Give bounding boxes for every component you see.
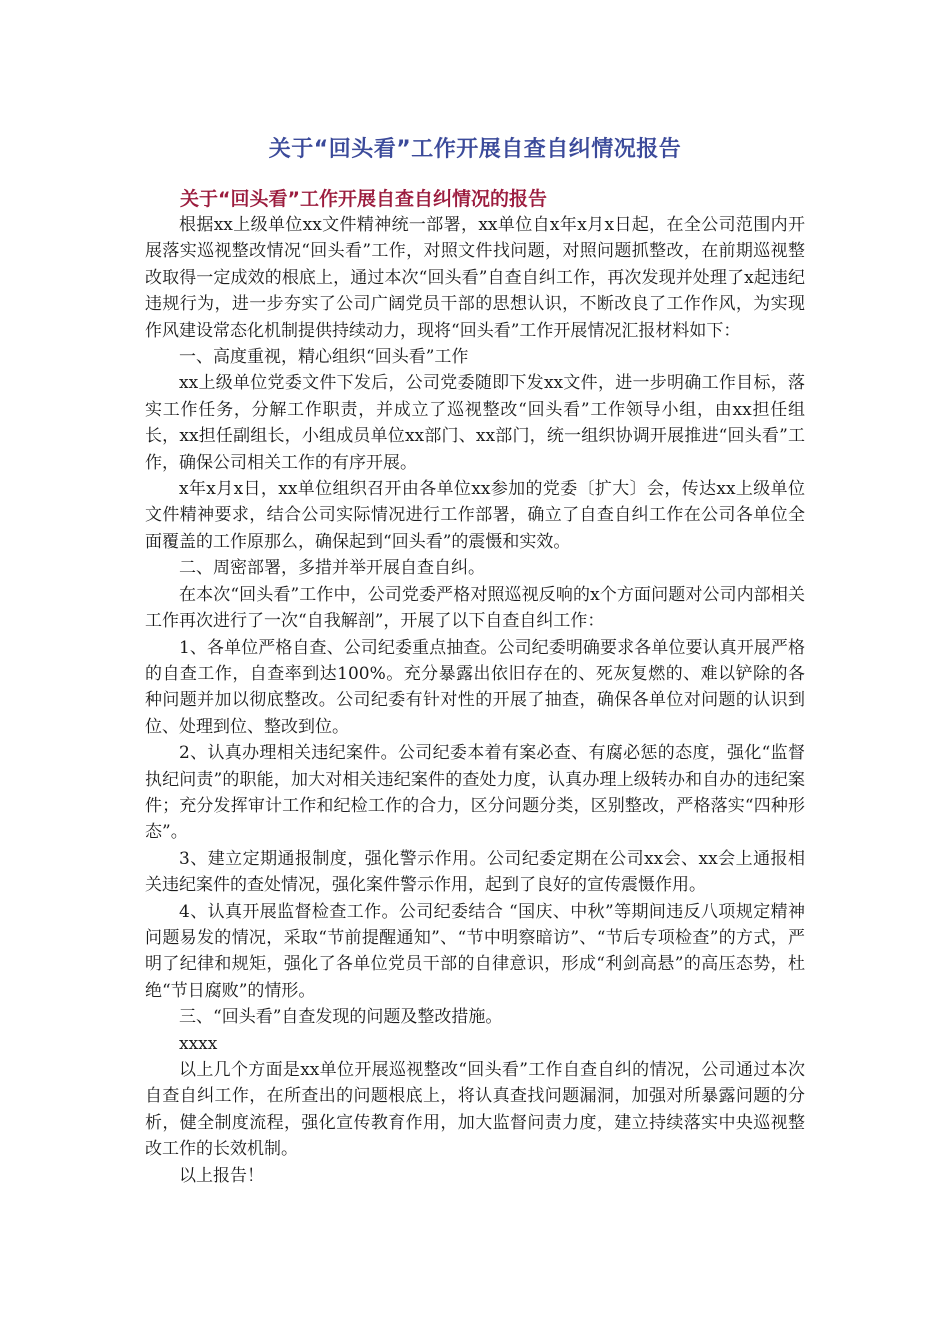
paragraph-intro: 根据xx上级单位xx文件精神统一部署，xx单位自x年x月x日起，在全公司范围内开展落实巡视整改情况“回头看”工作，对照文件找问题，对照问题抓整改，在前期巡视整改取得一定成效的根底上，通过本次“回头看”自查自纠工作，再次发现并处理了x起违纪违规行为，进一步夯实了公司广阔党员干部的思想认识，不断改良了工作作风，为实现作风建设常态化机制提供持续动力，现将“回头看”工作开展情况汇报材料如下：: [145, 215, 805, 341]
list-item-1: 1、各单位严格自查、公司纪委重点抽查。公司纪委明确要求各单位要认真开展严格的自查工作，自查率到达100%。充分暴露出依旧存在的、死灰复燃的、难以铲除的各种问题并加以彻底整改。公司纪委有针对性的开展了抽查，确保各单位对问题的认识到位、处理到位、整改到位。: [145, 637, 805, 737]
list-item-4: 4、认真开展监督检查工作。公司纪委结合 “国庆、中秋”等期间违反八项规定精神问题易发的情况，采取“节前提醒通知”、“节中明察暗访”、“节后专项检查”的方式，严明了纪律和规矩，强化了各单位党员干部的自律意识，形成“利剑高悬”的高压态势，杜绝“节日腐败”的情形。: [145, 901, 805, 1001]
list-item-2: 2、认真办理相关违纪案件。公司纪委本着有案必查、有腐必惩的态度，强化“监督执纪问责”的职能，加大对相关违纪案件的查处力度，认真办理上级转办和自办的违纪案件；充分发挥审计工作和纪检工作的合力，区分问题分类，区别整改，严格落实“四种形态”。: [145, 743, 805, 843]
paragraph: xx上级单位党委文件下发后，公司党委随即下发xx文件，进一步明确工作目标，落实工作任务，分解工作职责，并成立了巡视整改“回头看”工作领导小组，由xx担任组长，xx担任副组长，小组成员单位xx部门、xx部门，统一组织协调开展推进“回头看”工作，确保公司相关工作的有序开展。: [145, 373, 805, 473]
list-item-3: 3、建立定期通报制度，强化警示作用。公司纪委定期在公司xx会、xx会上通报相关违纪案件的查处情况，强化案件警示作用，起到了良好的宣传震慑作用。: [145, 848, 805, 896]
section-heading-2: 二、周密部署，多措并举开展自查自纠。: [179, 558, 485, 579]
document-main-title: 关于“回头看”工作开展自查自纠情况报告: [268, 137, 682, 162]
paragraph: 在本次“回头看”工作中，公司党委严格对照巡视反响的x个方面问题对公司内部相关工作再次进行了一次“自我解剖”，开展了以下自查自纠工作：: [145, 584, 805, 632]
paragraph-conclusion: 以上几个方面是xx单位开展巡视整改“回头看”工作自查自纠的情况，公司通过本次自查自纠工作，在所查出的问题根底上，将认真查找问题漏洞，加强对所暴露问题的分析，健全制度流程，强化宣传教育作用，加大监督问责力度，建立持续落实中央巡视整改工作的长效机制。: [145, 1060, 805, 1160]
document-body: [145, 212, 805, 1189]
placeholder-text: xxxx: [179, 1033, 218, 1054]
paragraph: x年x月x日，xx单位组织召开由各单位xx参加的党委〔扩大〕会，传达xx上级单位文件精神要求，结合公司实际情况进行工作部署，确立了自查自纠工作在公司各单位全面覆盖的工作原那么，确保起到“回头看”的震慑和实效。: [145, 479, 805, 552]
section-heading-1: 一、高度重视，精心组织“回头看”工作: [179, 347, 469, 368]
section-heading-3: 三、“回头看”自查发现的问题及整改措施。: [179, 1007, 503, 1028]
document-sub-title: 关于“回头看”工作开展自查自纠情况的报告: [180, 188, 547, 210]
closing-line: 以上报告！: [179, 1165, 264, 1186]
